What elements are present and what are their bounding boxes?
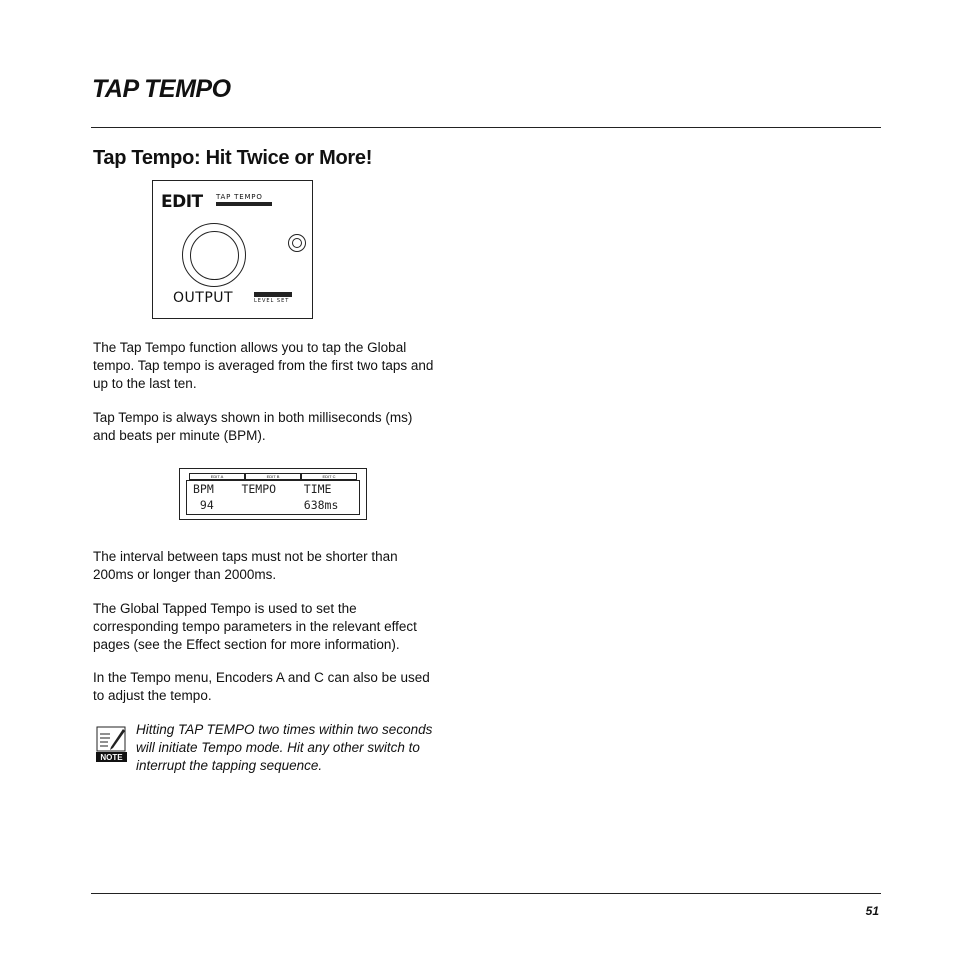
small-switch-icon — [288, 234, 306, 252]
page-title: TAP TEMPO — [92, 75, 231, 103]
encoder-tab-b: EDIT B — [245, 473, 301, 480]
paragraph-4: The Global Tapped Tempo is used to set the corresponding tempo parameters in the relevant effect pages (see the Effect section for more information). — [93, 601, 417, 652]
paragraph-5: In the Tempo menu, Encoders A and C can also be used to adjust the tempo. — [93, 670, 430, 703]
lcd-screen — [186, 480, 360, 515]
output-label: OUTPUT — [173, 290, 234, 306]
encoder-tab-c: EDIT C — [301, 473, 357, 480]
header-rule — [91, 127, 881, 128]
tap-tempo-footswitch — [182, 223, 246, 287]
lcd-line-1: BPM TEMPO TIME — [193, 482, 332, 496]
note-icon-label: NOTE — [100, 753, 123, 762]
lcd-line-2: 94 638ms — [193, 498, 339, 512]
footer-rule — [91, 893, 881, 894]
lcd-display-illustration — [179, 468, 367, 520]
level-set-label: LEVEL SET — [254, 298, 290, 304]
note-icon — [96, 726, 128, 763]
page-number: 51 — [865, 904, 879, 918]
section-heading: Tap Tempo: Hit Twice or More! — [93, 147, 373, 169]
edit-logo: EDIT — [161, 192, 203, 212]
encoder-tab-a: EDIT A — [189, 473, 245, 480]
hold-for-tuner-strip — [216, 202, 272, 206]
paragraph-1: The Tap Tempo function allows you to tap the Global tempo. Tap tempo is averaged from the first two taps and up to the last ten. — [93, 340, 434, 391]
edit-panel-illustration — [152, 180, 313, 319]
tap-tempo-switch-label: TAP TEMPO — [216, 193, 263, 201]
output-level-leds — [254, 292, 292, 297]
paragraph-3: The interval between taps must not be shorter than 200ms or longer than 2000ms. — [93, 549, 398, 582]
paragraph-2: Tap Tempo is always shown in both milliseconds (ms) and beats per minute (BPM). — [93, 410, 413, 443]
note-text: Hitting TAP TEMPO two times within two seconds will initiate Tempo mode. Hit any other switch to interrupt the tapping sequence. — [136, 722, 433, 773]
